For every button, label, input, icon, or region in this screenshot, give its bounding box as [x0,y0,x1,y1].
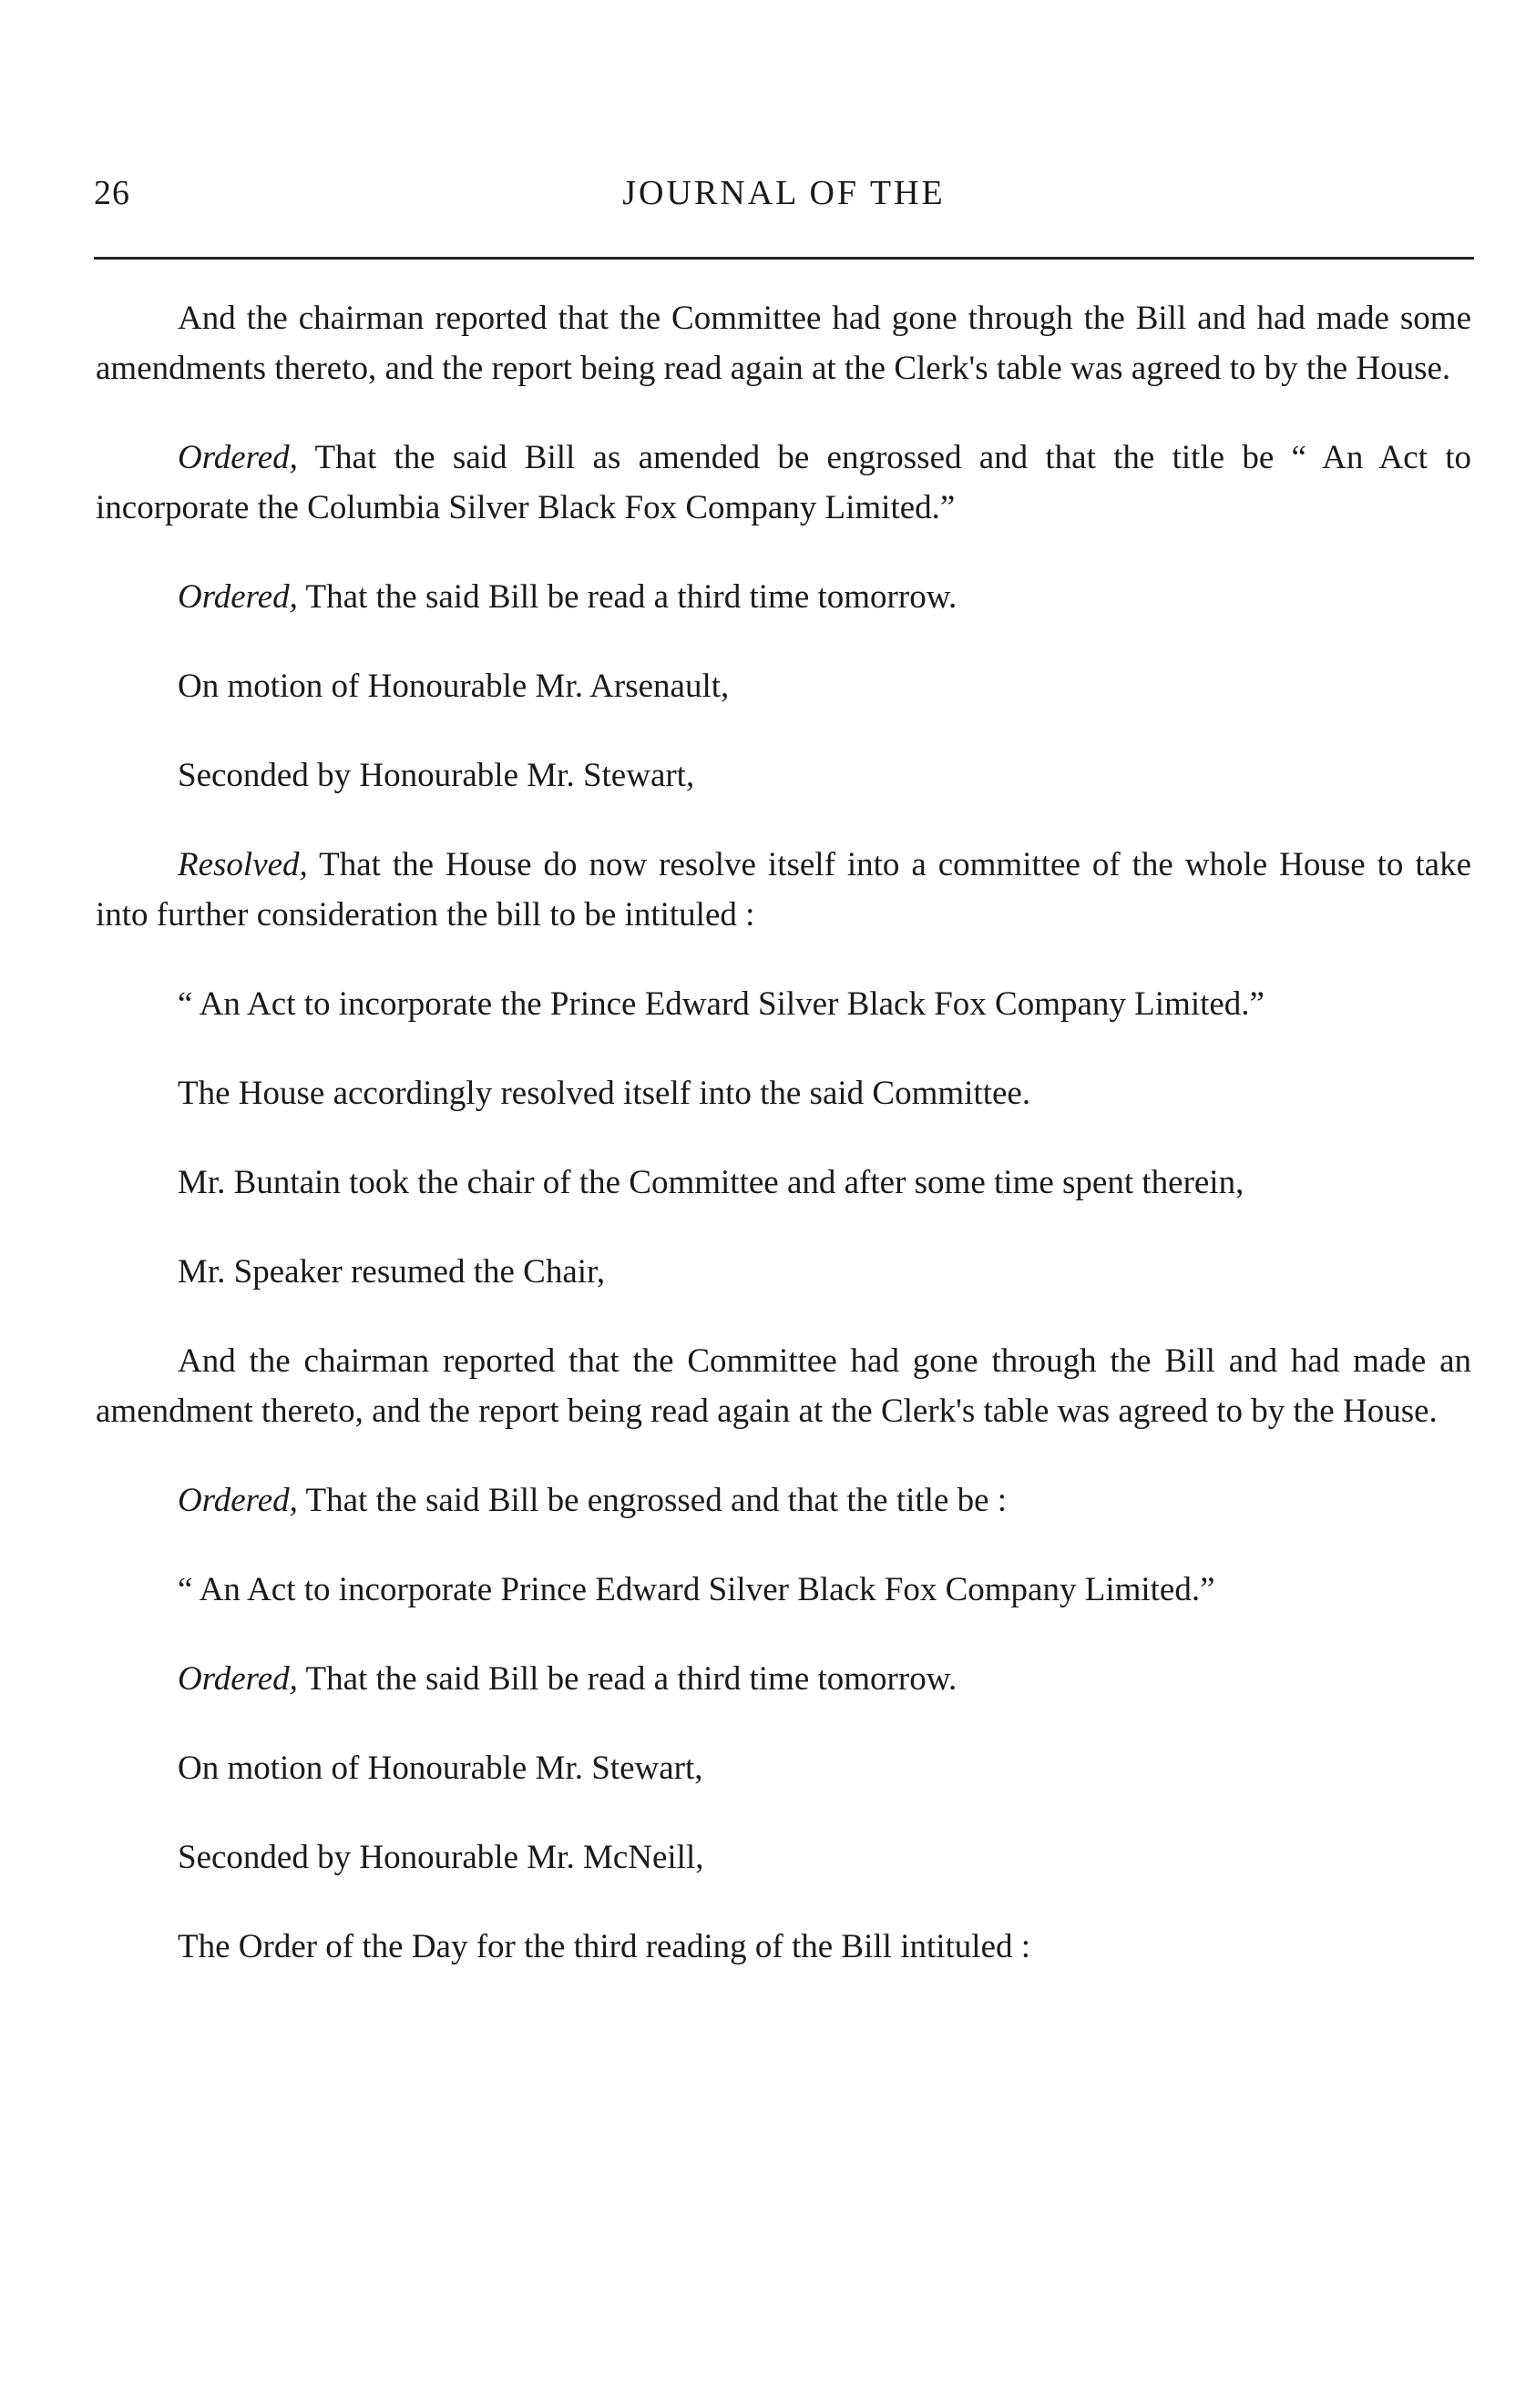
paragraph: “ An Act to incorporate Prince Edward Silver Black Fox Company Limited.” [178,1571,1215,1608]
page-header [94,173,1474,228]
paragraph: Mr. Speaker resumed the Chair, [178,1253,606,1291]
paragraph-label: Resolved, [178,846,308,883]
page-number: 26 [94,174,130,212]
paragraph: Resolved, That the House do now resolve itself into a committee of the whole House to take into further consideration the bill to be intituled : [96,846,1471,934]
paragraph: Ordered, That the said Bill be engrossed and that the title be : [178,1482,1008,1519]
paragraph: Mr. Buntain took the chair of the Committee and after some time spent therein, [178,1164,1244,1201]
paragraph: Ordered, That the said Bill be read a third time tomorrow. [178,578,957,616]
paragraph: “ An Act to incorporate the Prince Edward Silver Black Fox Company Limited.” [178,985,1265,1023]
paragraph: Seconded by Honourable Mr. McNeill, [178,1839,704,1876]
paragraph: Ordered, That the said Bill as amended be engrossed and that the title be “ An Act to incorporate the Columbia Silver Black Fox Company Limited.” [96,439,1471,526]
paragraph-label: Ordered, [178,578,298,616]
paragraph-label: Ordered, [178,1660,298,1698]
header-rule [94,257,1474,260]
paragraph-label: Ordered, [178,1482,298,1519]
paragraph: On motion of Honourable Mr. Arsenault, [178,668,730,705]
paragraph-label: Ordered, [178,439,298,476]
paragraph: Ordered, That the said Bill be read a third time tomorrow. [178,1660,957,1698]
paragraph: On motion of Honourable Mr. Stewart, [178,1750,703,1787]
running-title: JOURNAL OF THE [622,174,946,212]
paragraph: The House accordingly resolved itself into the said Committee. [178,1075,1031,1112]
paragraph: And the chairman reported that the Committee had gone through the Bill and had made some amendments thereto, and the report being read again at the Clerk's table was agreed to by the House. [96,300,1471,387]
journal-body [96,293,1471,1972]
paragraph: Seconded by Honourable Mr. Stewart, [178,757,695,794]
paragraph: The Order of the Day for the third reading of the Bill intituled : [178,1928,1031,1965]
paragraph: And the chairman reported that the Committee had gone through the Bill and had made an amendment thereto, and the report being read again at the Clerk's table was agreed to by the House. [96,1342,1471,1430]
